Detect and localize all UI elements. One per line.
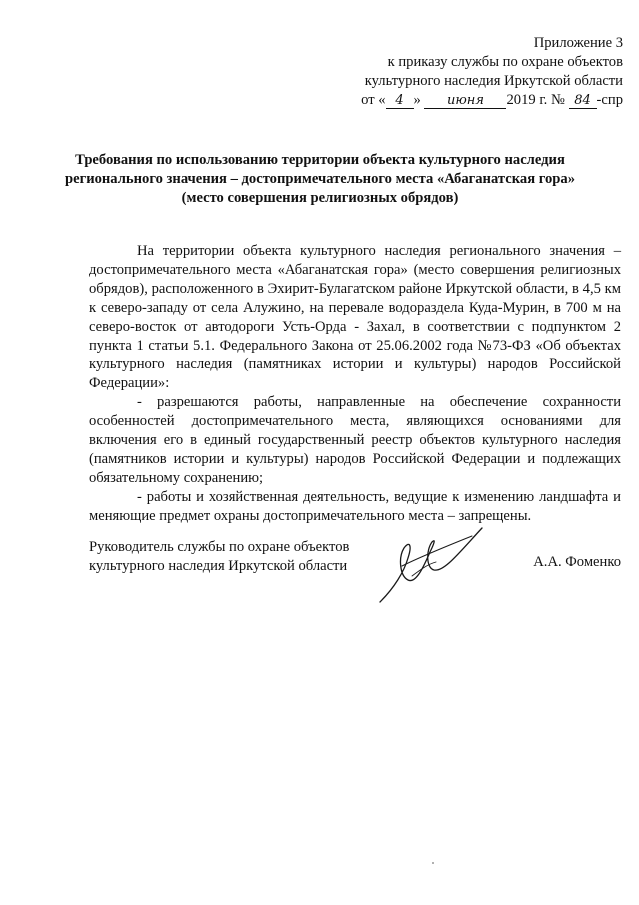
annex-block xyxy=(303,34,623,110)
order-suffix: -спр xyxy=(596,92,623,108)
body-paragraph-allowed: - разрешаются работы, направленные на обеспечение сохранности особенностей достопримечательного места, являющихся основаниями для включения его в единый государственный реестр объектов культурного наследия (памятников истории и культуры) народов Российской Федерации и подлежащих обязательному сохранению; xyxy=(89,394,621,486)
annex-order-ref: к приказу службы по охране объектов xyxy=(387,54,623,70)
body-paragraph-prohibited: - работы и хозяйственная деятельность, ведущие к изменению ландшафта и меняющие предмет охраны достопримечательного места – запрещены. xyxy=(89,488,621,524)
document-title xyxy=(60,151,580,208)
position-line-1: Руководитель службы по охране объектов xyxy=(89,539,350,555)
date-month: июня xyxy=(424,93,506,109)
date-prefix: от « xyxy=(361,92,386,108)
document-body xyxy=(89,242,621,526)
date-day-close: » xyxy=(413,92,421,108)
order-number: 84 xyxy=(569,93,597,109)
annex-date-line xyxy=(303,91,623,110)
title-line-1: Требования по использованию территории объекта культурного наследия xyxy=(75,152,565,168)
scan-speck xyxy=(432,862,434,864)
title-line-3: (место совершения религиозных обрядов) xyxy=(181,190,459,206)
date-year: 2019 г. № xyxy=(506,92,565,108)
date-day: 4 xyxy=(386,93,414,109)
body-paragraph-intro: На территории объекта культурного наследия регионального значения – достопримечательного места «Абаганатская гора» (место совершения религиозных обрядов), расположенного в Эхирит-Булагатском районе Иркутской области, в 4,5 км к северо-западу от села Алужино, на перевале водораздела Куда-Мурин, в 700 м на северо-восток от автодороги Усть-Орда - Захал, в соответствии с подпунктом 2 пункта 1 статьи 5.1. Федерального Закона от 25.06.2002 года №73-ФЗ «Об объектах культурного наследия (памятниках истории и культуры) народов Российской Федерации»: xyxy=(89,243,621,392)
signatory-name: А.А. Фоменко xyxy=(533,554,621,570)
position-line-2: культурного наследия Иркутской области xyxy=(89,558,348,574)
annex-number: Приложение 3 xyxy=(533,35,623,51)
handwritten-signature xyxy=(372,518,492,608)
annex-organization: культурного наследия Иркутской области xyxy=(364,73,623,89)
title-line-2: регионального значения – достопримечательного места «Абаганатская гора» xyxy=(64,171,576,187)
